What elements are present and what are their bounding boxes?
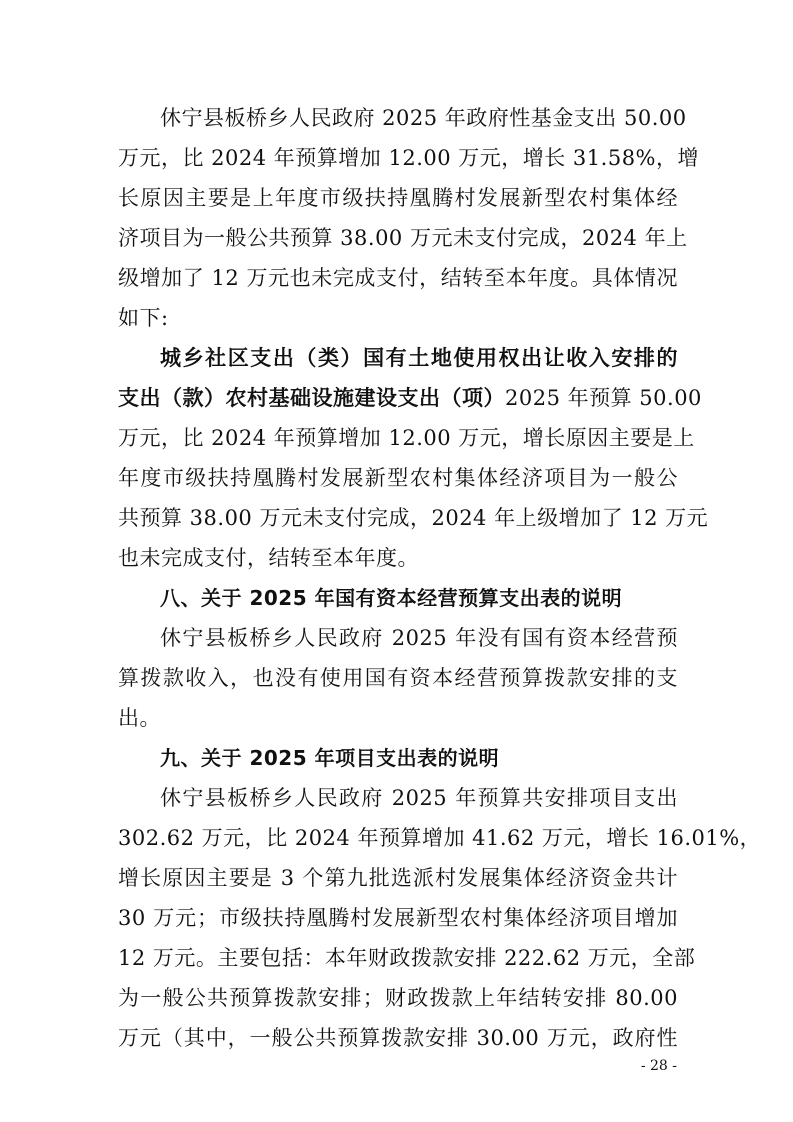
paragraph-line: 出。 [118, 706, 161, 730]
bold-prefix: 支出（款）农村基础设施建设支出（项） [118, 385, 505, 410]
section-heading: 八、关于 2025 年国有资本经营预算支出表的说明 [160, 586, 623, 610]
paragraph-line: 休宁县板桥乡人民政府 2025 年没有国有资本经营预 [160, 626, 678, 650]
paragraph-line: 年度市级扶持凰腾村发展新型农村集体经济项目为一般公 [118, 466, 678, 490]
paragraph-line: 算拨款收入，也没有使用国有资本经营预算拨款安排的支 [118, 666, 678, 690]
paragraph-line: 万元，比 2024 年预算增加 12.00 万元，增长 31.58%，增 [118, 146, 700, 170]
paragraph-line: 济项目为一般公共预算 38.00 万元未支付完成，2024 年上 [118, 226, 688, 250]
paragraph-line: 为一般公共预算拨款安排；财政拨款上年结转安排 80.00 [118, 986, 678, 1010]
paragraph-line: 也未完成支付，结转至本年度。 [118, 546, 419, 570]
paragraph-line-bold: 城乡社区支出（类）国有土地使用权出让收入安排的 [160, 345, 678, 370]
paragraph-line: 302.62 万元，比 2024 年预算增加 41.62 万元，增长 16.01%， [118, 826, 762, 850]
section-heading: 九、关于 2025 年项目支出表的说明 [160, 746, 500, 770]
paragraph-line: 如下: [118, 306, 169, 330]
paragraph-line: 共预算 38.00 万元未支付完成，2024 年上级增加了 12 万元 [118, 506, 709, 530]
paragraph-line: 级增加了 12 万元也未完成支付，结转至本年度。具体情况 [118, 266, 678, 290]
paragraph-line: 休宁县板桥乡人民政府 2025 年政府性基金支出 50.00 [160, 106, 687, 130]
paragraph-line: 万元（其中，一般公共预算拨款安排 30.00 万元，政府性 [118, 1026, 678, 1050]
paragraph-line: 万元，比 2024 年预算增加 12.00 万元，增长原因主要是上 [118, 426, 695, 450]
line-rest: 2025 年预算 50.00 [505, 386, 702, 410]
page-number: - 28 - [640, 1058, 677, 1074]
paragraph-line-mixed [118, 380, 702, 416]
paragraph-line: 长原因主要是上年度市级扶持凰腾村发展新型农村集体经 [118, 186, 678, 210]
paragraph-line: 30 万元；市级扶持凰腾村发展新型农村集体经济项目增加 [118, 906, 678, 930]
paragraph-line: 12 万元。主要包括：本年财政拨款安排 222.62 万元，全部 [118, 946, 696, 970]
paragraph-line: 休宁县板桥乡人民政府 2025 年预算共安排项目支出 [160, 786, 678, 810]
paragraph-line: 增长原因主要是 3 个第九批选派村发展集体经济资金共计 [118, 866, 678, 890]
